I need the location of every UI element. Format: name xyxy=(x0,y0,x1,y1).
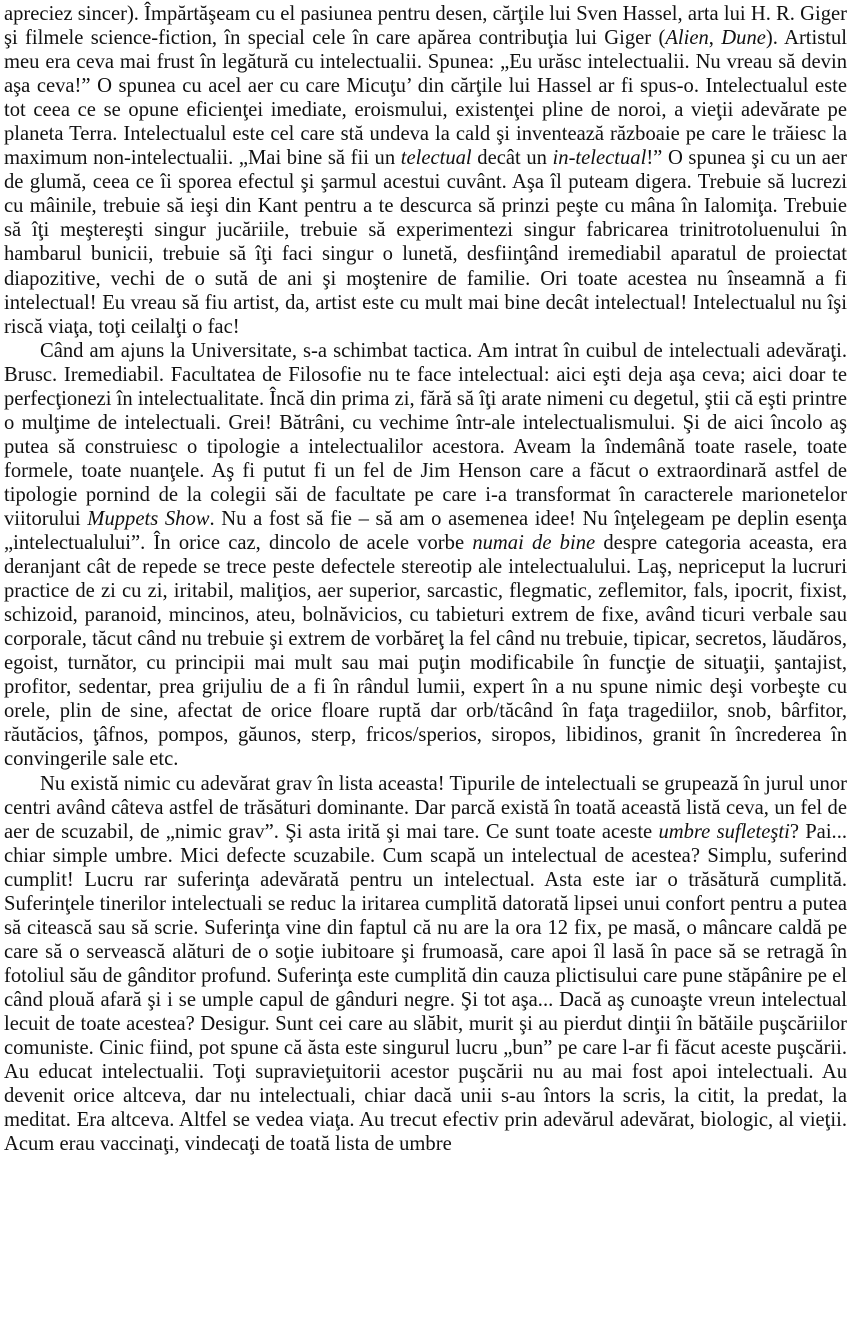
paragraph-3 xyxy=(4,772,847,1157)
italic-text: numai de bine xyxy=(472,532,596,555)
text-run: decât un xyxy=(471,147,553,170)
text-run: Nu există nimic cu adevărat grav în lista aceasta! Tipurile de intelectuali se grupează în jurul unor centri având câteva astfel de trăsături dominante. Dar parcă există în toată această listă ceva, un fel de aer de scuzabil, de „nimic grav”. Şi asta irită şi mai tare. Ce sunt toate aceste xyxy=(4,772,847,843)
document-body xyxy=(4,2,847,1156)
paragraph-2 xyxy=(4,339,847,772)
text-run: . Nu a fost să fie – să am o asemenea idee! Nu înţelegeam pe deplin esenţa „intelectualului”. În orice caz, dincolo de acele vorbe xyxy=(4,507,847,555)
text-run: ? Pai... chiar simple umbre. Mici defecte scuzabile. Cum scapă un intelectual de acestea? Simplu, suferind cumplit! Lucru rar suferinţa adevărată pentru un intelectual. Asta este iar o trăsătură cumplită. Suferinţele tinerilor intelectuali se reduc la iritarea cumplită datorată lipsei unui confort pentru a putea să citească sau să scrie. Suferinţa vine din faptul că nu are la ora 12 fix, pe masă, o mâncare caldă pe care să o servească alături de o soţie iubitoare şi frumoasă, care apoi îl lasă în pace să se retragă în fotoliul său de gânditor profund. Suferinţa este cumplită din cauza plictisului care pune stăpânire pe el când plouă afară şi i se umple capul de gânduri negre. Şi tot aşa... Dacă aş cunoaşte vreun intelectual lecuit de toate acestea? Desigur. Sunt cei care au slăbit, murit şi au pierdut dinţii în bătăile puşcăriilor comuniste. Cinic fiind, pot spune că ăsta este singurul lucru „bun” pe care l-ar fi făcut aceste puşcării. Au educat intelectualii. Toţi supravieţuitorii acestor puşcării nu au mai fost apoi intelectuali. Au devenit orice altceva, dar nu intelectuali, chiar dacă unii s-au întors la scris, la citit, la predat, la meditat. Era altceva. Altfel se vedea viaţa. Au trecut efectiv prin adevărul adevărat, biologic, al vieţii. Acum erau vaccinaţi, vindecaţi de toată lista de umbre xyxy=(4,820,847,1156)
italic-text: in-telectual xyxy=(552,147,647,170)
italic-text: telectual xyxy=(400,147,472,170)
text-run: !” O spunea şi cu un aer de glumă, ceea ce îi sporea efectul şi şarmul acestui cuvânt. Aşa îl puteam digera. Trebuie să lucrezi cu mâinile, trebuie să ieşi din Kant pentru a te descurca să prinzi peşte cu mâna în Ialomiţa. Trebuie să îţi meştereşti singur jucăriile, trebuie să experimentezi singur fabricarea trinitrotoluenului în hambarul bunicii, trebuie să îţi faci singur o lunetă, desfiinţând iremediabil aparatul de proiectat diapozitive, vechi de o sută de ani şi moştenire de familie. Ori toate acestea nu înseamnă a fi intelectual! Eu vreau să fiu artist, da, artist este cu mult mai bine decât intelectual! Intelectualul nu îşi riscă viaţa, toţi ceilalţi o fac! xyxy=(4,147,847,338)
paragraph-1 xyxy=(4,2,847,339)
text-run: despre categoria aceasta, era deranjant cât de repede se trece peste defectele stereotip ale intelectualului. Laş, nepriceput la lucruri practice de zi cu zi, iritabil, maliţios, aer superior, sarcastic, flegmatic, zeflemitor, fals, ipocrit, fixist, schizoid, paranoid, mincinos, ateu, bolnăvicios, cu tabieturi extrem de fixe, având ticuri verbale sau corporale, tăcut când nu trebuie şi extrem de vorbăreţ la fel când nu trebuie, tipicar, secretos, lăudăros, egoist, turnător, cu principii mai mult sau mai puţin modificabile în funcţie de situaţii, şantajist, profitor, sedentar, prea grijuliu de a fi în rândul lumii, expert în a nu spune nimic deşi vorbeşte cu orele, plin de sine, afectat de orice floare ruptă dar orb/tăcând în faţa tragediilor, snob, bârfitor, răutăcios, ţâfnos, pompos, găunos, sterp, fricos/sperios, siropos, libidinos, granit în încrederea în convingerile sale etc. xyxy=(4,532,847,771)
italic-text: Alien xyxy=(665,27,709,50)
text-run: ). Artistul meu era ceva mai frust în legătură cu intelectualii. Spunea: „Eu urăsc intelectualii. Nu vreau să devin aşa ceva!” O spunea cu acel aer cu care Micuţu’ din cărţile lui Hassel ar fi spus-o. Intelectualul este tot ceea ce se opune eficienţei imediate, eroismului, existenţei pline de noroi, a vieţii adevărate pe planeta Terra. Intelectualul este cel care stă undeva la cald şi inventează războaie pe care le trăiesc la maximum non-intelectualii. „Mai bine să fii un xyxy=(4,27,848,170)
text-run: apreciez sincer). Împărtăşeam cu el pasiunea pentru desen, cărţile lui Sven Hassel, arta lui H. R. Giger şi filmele science-fiction, în special cele în care apărea contribuţia lui Giger ( xyxy=(4,3,847,50)
italic-text: Dune xyxy=(721,27,766,50)
italic-text: Muppets Show xyxy=(87,507,210,530)
italic-text: umbre sufleteşti xyxy=(658,820,790,843)
text-run: , xyxy=(708,27,722,50)
text-run: Când am ajuns la Universitate, s-a schimbat tactica. Am intrat în cuibul de intelectuali adevăraţi. Brusc. Iremediabil. Facultatea de Filosofie nu te face intelectual: aici eşti deja aşa ceva; aici doar te perfecţionezi în intelectualitate. Încă din prima zi, fără să îţi arate nimeni cu degetul, ştii că eşti printre o mulţime de intelectuali. Grei! Bătrâni, cu vechime într-ale intelectualismului. Şi de aici încolo aş putea să construiesc o tipologie a intelectualilor acestora. Aveam la îndemână toate rasele, toate formele, toate nuanţele. Aş fi putut fi un fel de Jim Henson care a făcut o extraordinară astfel de tipologie pornind de la colegii săi de facultate pe care i-a transformat în caracterele marionetelor viitorului xyxy=(4,339,847,530)
